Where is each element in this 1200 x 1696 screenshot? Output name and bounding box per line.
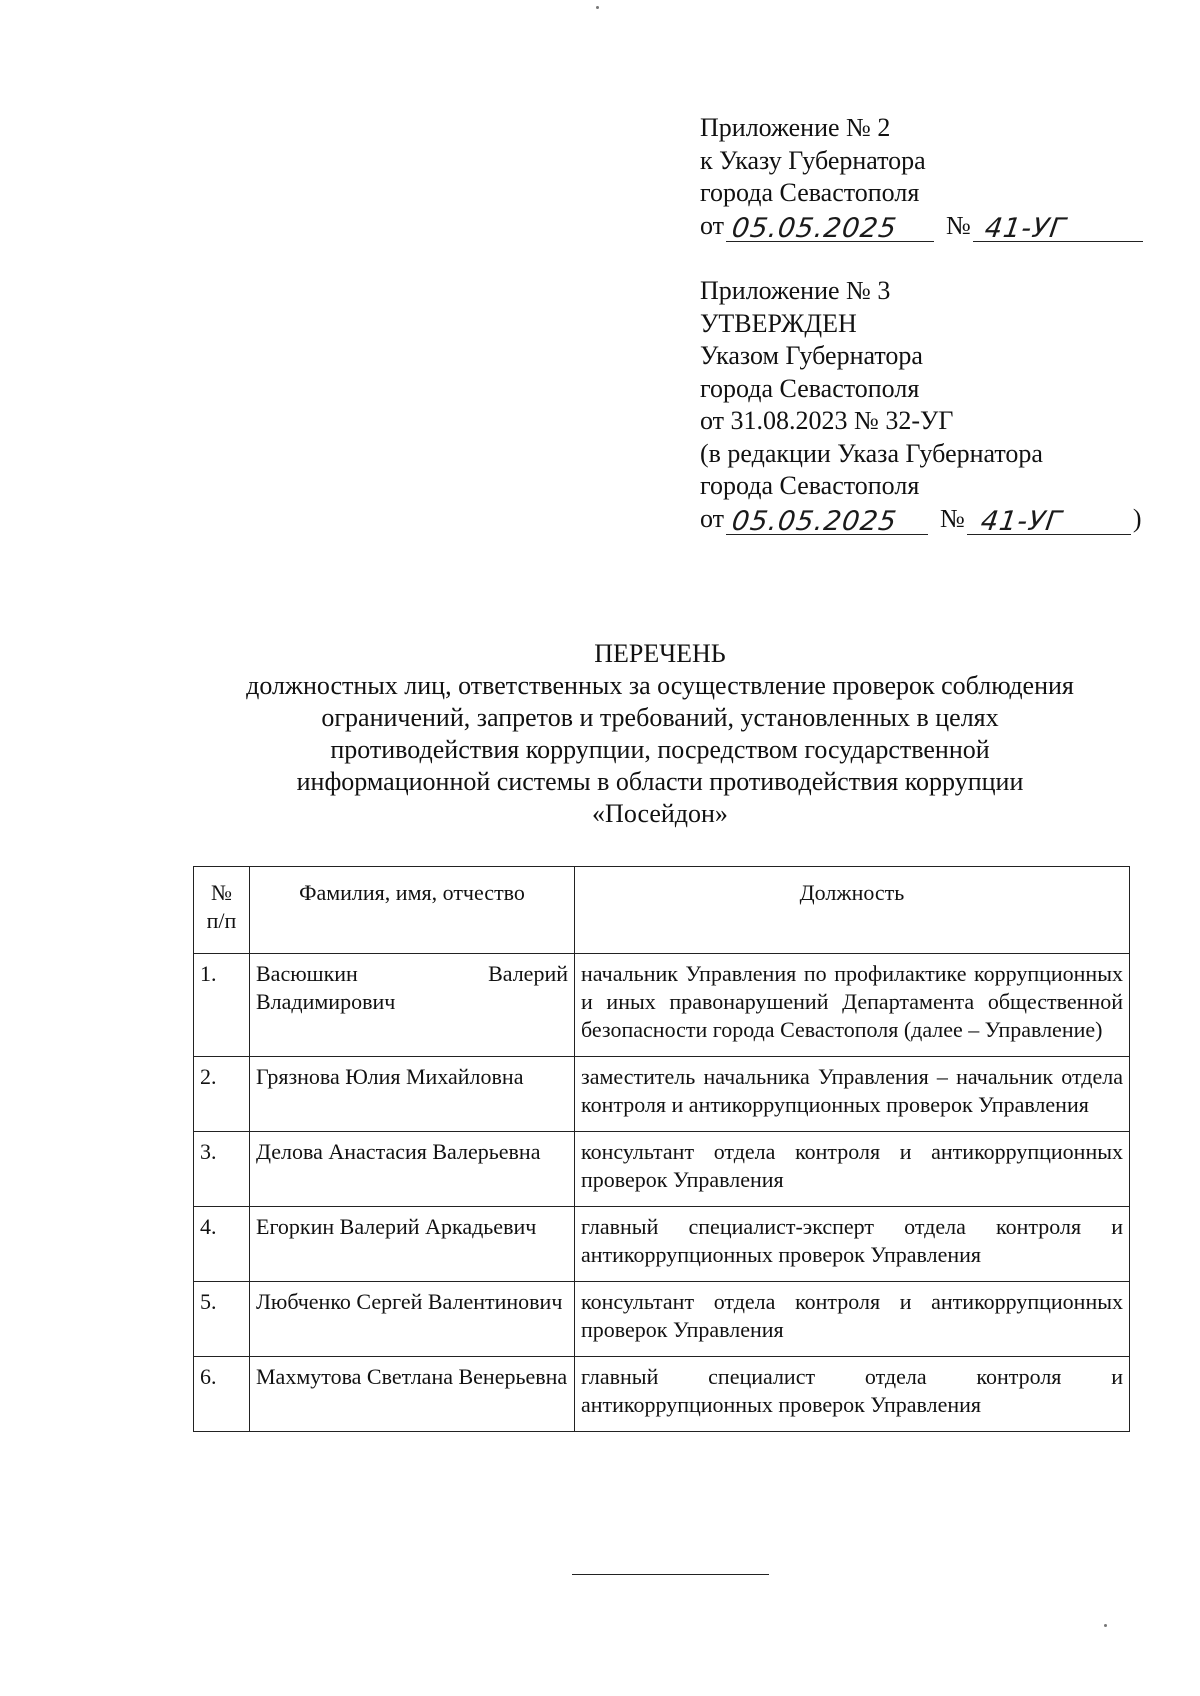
header-name: Фамилия, имя, отчество [250,867,575,954]
row-position: главный специалист-эксперт отдела контроля и антикоррупционных проверок Управления [575,1207,1130,1282]
row-name: Любченко Сергей Валентинович [250,1282,575,1357]
row-position: консультант отдела контроля и антикоррупционных проверок Управления [575,1282,1130,1357]
annex-2-to-decree: к Указу Губернатора [700,145,926,175]
annex-3-date-line [700,503,1142,536]
row-name: Грязнова Юлия Михайловна [250,1057,575,1132]
table-header-row [194,867,1130,954]
annex-3-city: города Севастополя [700,373,920,403]
edition-city: города Севастополя [700,471,920,500]
row-number: 2. [194,1057,250,1132]
decree-label: Указом Губернатора [700,341,923,370]
table-row [194,1207,1130,1282]
number-blank [967,504,1131,535]
row-name: Махмутова Светлана Венерьевна [250,1357,575,1432]
title-line: ограничений, запретов и требований, установленных в целях [321,703,999,732]
row-name: Васюшкин Валерий Владимирович [250,954,575,1057]
row-number: 6. [194,1357,250,1432]
title-line: информационной системы в области противодействия коррупции [296,767,1024,796]
officials-table [193,866,1130,1432]
annex-2-block [700,112,1143,242]
table-row [194,1282,1130,1357]
closing-paren: ) [1132,503,1142,533]
table-row [194,1357,1130,1432]
table-row [194,1132,1130,1207]
original-decree-ref: от 31.08.2023 № 32-УГ [700,406,954,435]
date-blank [726,504,928,535]
from-label: от [700,503,725,533]
header-num-symbol: № [211,880,232,905]
table-row [194,954,1130,1057]
annex-2-city: города Севастополя [700,178,920,207]
handwritten-number: 41-УГ [978,505,1064,537]
annex-2-title: Приложение № 2 [700,113,891,142]
row-number: 1. [194,954,250,1057]
annex-3-block [700,275,1142,535]
header-position: Должность [575,867,1130,954]
date-blank [726,211,934,242]
annex-3-title: Приложение № 3 [700,276,891,305]
scan-speck [596,6,599,9]
row-number: 3. [194,1132,250,1207]
scan-speck [1104,1624,1107,1627]
row-position: начальник Управления по профилактике коррупционных и иных правонарушений Департамента общественной безопасности города Севастополя (далее – Управление) [575,954,1130,1057]
row-name: Делова Анастасия Валерьевна [250,1132,575,1207]
table-row [194,1057,1130,1132]
end-divider [572,1574,769,1575]
row-position: главный специалист отдела контроля и антикоррупционных проверок Управления [575,1357,1130,1432]
row-number: 4. [194,1207,250,1282]
number-label: № [946,210,971,240]
edition-label: (в редакции Указа Губернатора [700,438,1043,468]
handwritten-date: 05.05.2025 [729,505,899,537]
number-label: № [940,503,965,533]
annex-2-date-line [700,210,1143,243]
row-position: консультант отдела контроля и антикоррупционных проверок Управления [575,1132,1130,1207]
approved-label: УТВЕРЖДЕН [700,308,857,338]
row-number: 5. [194,1282,250,1357]
handwritten-date: 05.05.2025 [729,212,899,244]
handwritten-number: 41-УГ [982,212,1068,244]
document-title [190,638,1130,830]
header-num [194,867,250,954]
title-line: «Посейдон» [592,799,728,828]
row-name: Егоркин Валерий Аркадьевич [250,1207,575,1282]
number-blank [973,211,1143,242]
header-num-abbr: п/п [206,908,237,933]
title-heading: ПЕРЕЧЕНЬ [594,639,726,668]
title-line: противодействия коррупции, посредством государственной [330,735,990,764]
row-position: заместитель начальника Управления – начальник отдела контроля и антикоррупционных проверок Управления [575,1057,1130,1132]
title-line: должностных лиц, ответственных за осуществление проверок соблюдения [246,671,1074,700]
from-label: от [700,210,725,240]
